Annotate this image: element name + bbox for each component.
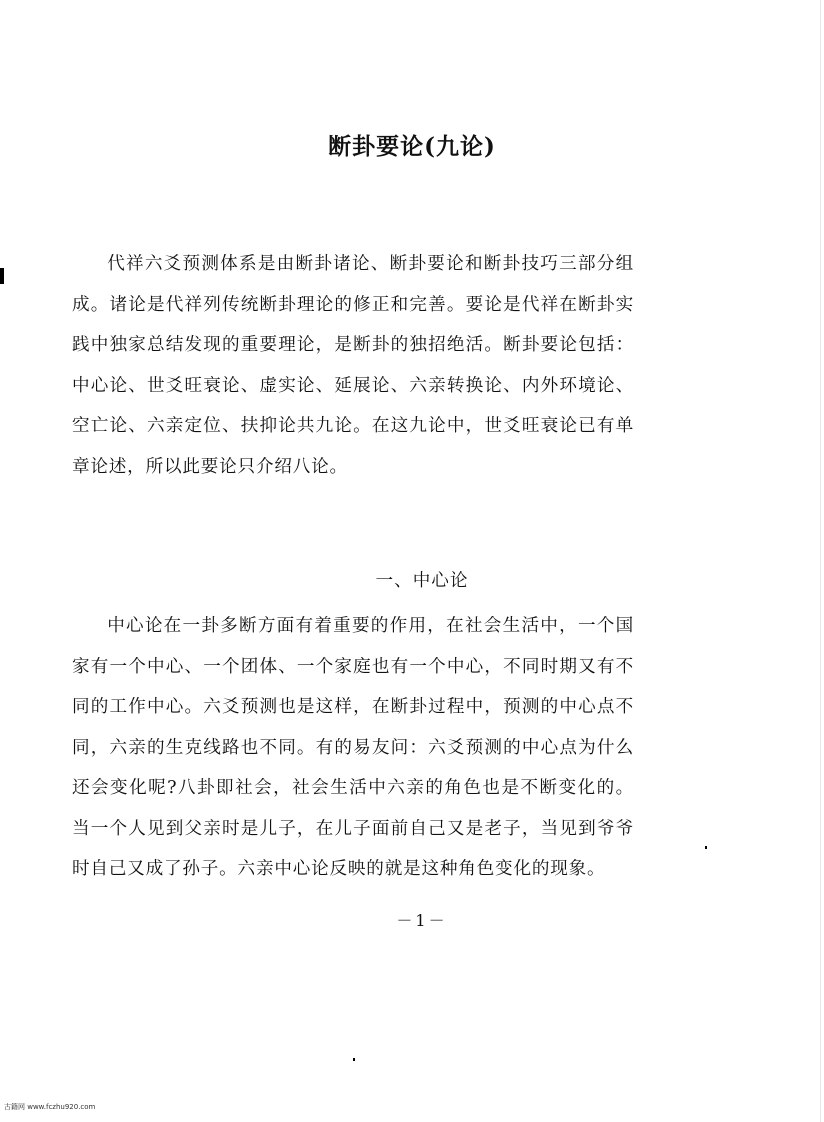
scan-edge-line <box>820 0 821 1122</box>
section-heading: 一、中心论 <box>375 571 469 591</box>
page-title: 断卦要论(九论) <box>328 133 496 160</box>
section-body-paragraph: 中心论在一卦多断方面有着重要的作用，在社会生活中，一个国家有一个中心、一个团体、一个家庭也有一个中心，不同时期又有不同的工作中心。六爻预测也是这样，在断卦过程中，预测的中心点不同，六亲的生克线路也不同。有的易友问：六爻预测的中心点为什么还会变化呢?八卦即社会，社会生活中六亲的角色也是不断变化的。当一个人见到父亲时是儿子，在儿子面前自己又是老子，当见到爷爷时自己又成了孙子。六亲中心论反映的就是这种角色变化的现象。 <box>72 616 634 879</box>
intro-paragraph: 代祥六爻预测体系是由断卦诸论、断卦要论和断卦技巧三部分组成。诸论是代祥列传统断卦理论的修正和完善。要论是代祥在断卦实践中独家总结发现的重要理论，是断卦的独招绝活。断卦要论包括：中心论、世爻旺衰论、虚实论、延展论、六亲转换论、内外环境论、空亡论、六亲定位、扶抑论共九论。在这九论中，世爻旺衰论已有单章论述，所以此要论只介绍八论。 <box>72 254 634 477</box>
scan-speck <box>353 1058 355 1061</box>
page-number: －1－ <box>396 911 448 930</box>
footer-watermark: 古籍网 www.fczhu920.com <box>4 1103 96 1111</box>
scan-speck <box>705 846 707 849</box>
scan-margin-mark <box>0 268 4 284</box>
